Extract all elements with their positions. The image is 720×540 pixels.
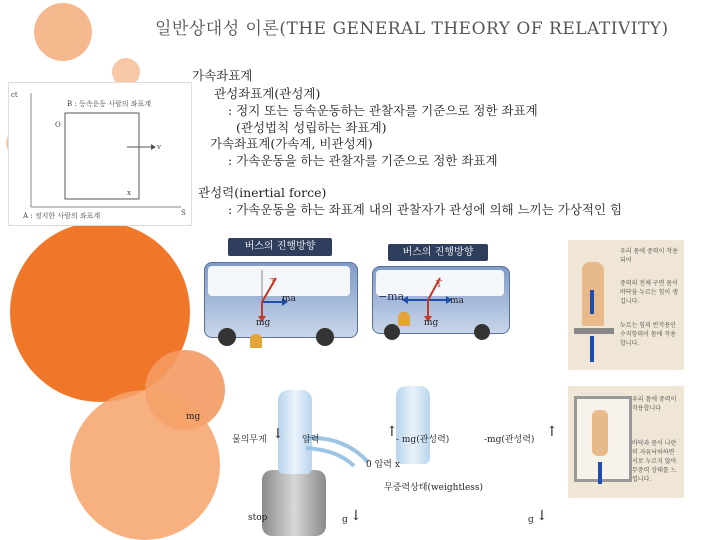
fall-arrow-icon [598,462,602,484]
graph-x-axis-end: S [181,209,186,217]
arrow-down-3: ↓ [536,508,548,524]
decor-circle-1 [34,3,92,61]
label-pressure: 압력 [302,435,320,445]
spacetime-graph [8,82,192,226]
bus1-t-label: T [270,278,277,288]
bus2-mg-label: mg [424,318,439,328]
label-neg-mg-inertia-1: - mg(관성력) [396,435,450,445]
heading-accelerated-frame: 가속좌표계 [192,68,253,83]
arrow-down-2: ↓ [350,508,362,524]
arrow-up-1: ↑ [386,424,398,440]
person-icon-1 [250,334,262,348]
bus2-t-label: T [436,280,443,290]
inertial-frame-def: : 정지 또는 등속운동하는 관찰자를 기준으로 정한 좌표계 [228,103,538,118]
accelerated-frame-def: : 가속운동을 하는 관찰자를 기준으로 정한 좌표계 [228,153,498,168]
inertial-force-label: 관성력(inertial force) [198,185,327,200]
accelerated-frame-label: 가속좌표계(가속계, 비관성계) [210,136,373,151]
info-bottom-side: 바닥과 몸이 나란히 자유낙하하면 서로 누르지 않아 무중력 상태를 느낍니다. [632,440,677,483]
bottle-2 [396,386,430,464]
bus1-ma-label: ma [282,294,296,304]
label-zero-pressure: 0 압력 x [366,460,400,470]
info-panel-top [568,240,684,370]
falling-person-icon [592,410,608,456]
slide-title: 일반상대성 이론(THE GENERAL THEORY OF RELATIVITY) [155,19,669,39]
bus-header-1: 버스의 진행방향 [228,238,332,256]
inertial-force-def: : 가속운동을 하는 좌표계 내의 관찰자가 관성에 의해 느끼는 가상적인 힘 [228,202,623,217]
label-mg: mg [186,412,201,422]
info-top-note: 우리 몸에 중력이 작용되어 [620,248,678,264]
bus-diagram-1 [200,238,360,350]
gravity-arrow-icon [590,290,594,314]
info-top-side2: 누르는 힘의 반작용인 수직항력이 몸에 작용합니다. [620,322,676,347]
normal-force-icon [590,336,594,362]
label-stop: stop [248,513,268,523]
graph-v-label: v [157,143,161,151]
arrow-down-1: ↓ [272,426,284,442]
graph-y-label: ct [11,91,18,99]
label-water-weight: 물의무게 [232,435,267,445]
label-g-2: g [528,515,534,525]
label-weightless: 무중력상태(weightless) [384,483,484,493]
arrow-up-2: ↑ [546,424,558,440]
info-panel-bottom [568,386,684,498]
label-g-1: g [342,515,348,525]
graph-caption: A : 정지한 사람의 좌표계 [23,212,101,220]
graph-x-label: x [127,189,131,197]
bus1-mg-label: mg [256,318,271,328]
bus-header-2: 버스의 진행방향 [388,244,488,261]
info-bottom-note: 우리 몸에 중력이 작용합니다 [632,396,677,412]
bus2-neg-ma-label: −ma [378,290,405,303]
graph-origin-label: O [55,121,61,129]
bus-diagram-2 [370,244,510,344]
scale-platform [574,328,614,334]
bus2-ma-label: ma [450,296,464,306]
info-top-side1: 중력의 전체 구면 몸이 바닥을 누르는 힘이 생깁니다. [620,280,678,305]
stand-cylinder [262,470,326,536]
person-icon-2 [398,312,410,326]
graph-legend: B : 등속운동 사람의 좌표계 [67,100,152,108]
bus-forces-1 [200,238,360,350]
label-neg-mg-inertia-2: -mg(관성력) [484,435,535,445]
inertial-frame-note: (관성법칙 성립하는 좌표계) [236,120,387,135]
inertial-frame-label: 관성좌표계(관성계) [214,86,321,101]
